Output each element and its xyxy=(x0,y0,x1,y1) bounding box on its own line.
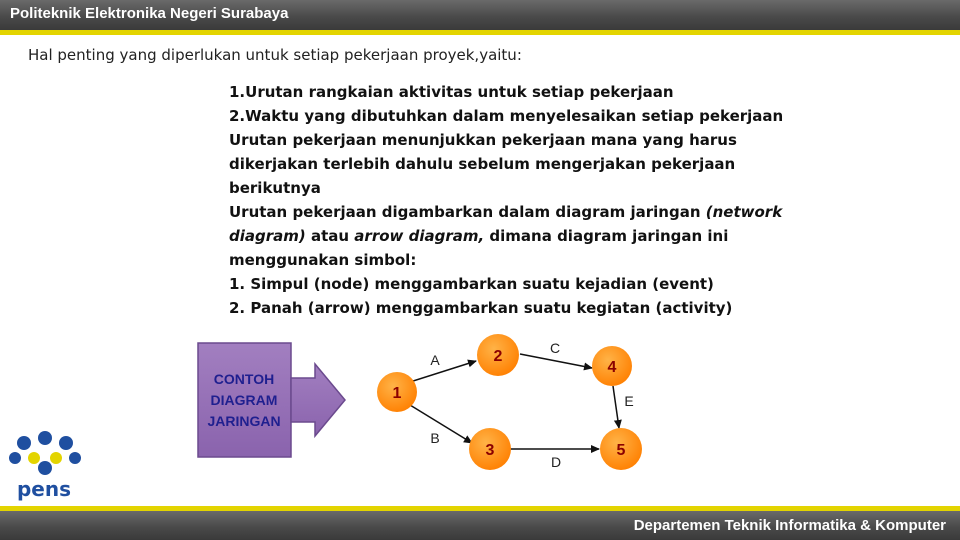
node-3-label: 3 xyxy=(485,442,495,459)
edge-b xyxy=(410,405,472,443)
pens-logo-text: pens xyxy=(16,477,72,501)
node-1-label: 1 xyxy=(392,385,402,402)
activity-label-e: E xyxy=(624,393,634,409)
activity-label-a: A xyxy=(430,352,440,368)
body-line-6b: (network xyxy=(705,203,783,221)
body-line-7d: dimana diagram jaringan ini xyxy=(484,227,729,245)
edge-c xyxy=(520,354,592,368)
body-line-6a: Urutan pekerjaan digambarkan dalam diagram jaringan xyxy=(229,203,706,221)
callout-line-1: CONTOH xyxy=(213,371,275,387)
callout-line-2: DIAGRAM xyxy=(210,392,278,408)
callout-line-3: JARINGAN xyxy=(207,413,281,429)
body-line-9: 1. Simpul (node) menggambarkan suatu kejadian (event) xyxy=(229,275,714,293)
node-2-label: 2 xyxy=(493,348,503,365)
department-title: Departemen Teknik Informatika & Komputer xyxy=(633,517,946,534)
body-line-8: menggunakan simbol: xyxy=(229,251,417,269)
edge-a xyxy=(410,361,476,382)
pens-logo xyxy=(0,428,90,503)
activity-label-c: C xyxy=(549,340,561,356)
body-line-7c: arrow diagram, xyxy=(354,227,485,245)
body-line-3: Urutan pekerjaan menunjukkan pekerjaan mana yang harus xyxy=(229,131,737,149)
body-line-2: 2.Waktu yang dibutuhkan dalam menyelesaikan setiap pekerjaan xyxy=(229,107,784,125)
node-4-label: 4 xyxy=(607,359,617,376)
body-line-10: 2. Panah (arrow) menggambarkan suatu kegiatan (activity) xyxy=(229,299,733,317)
callout-arrow xyxy=(291,364,345,436)
body-line-7b: atau xyxy=(305,227,355,245)
node-5-label: 5 xyxy=(616,442,626,459)
body-line-5: berikutnya xyxy=(229,179,321,197)
body-line-1: 1.Urutan rangkaian aktivitas untuk setiap pekerjaan xyxy=(229,83,674,101)
footer-bar xyxy=(0,511,960,540)
activity-label-d: D xyxy=(550,454,562,470)
intro-text: Hal penting yang diperlukan untuk setiap pekerjaan proyek,yaitu: xyxy=(28,46,522,64)
body-line-7a: diagram) xyxy=(229,227,306,245)
institution-title: Politeknik Elektronika Negeri Surabaya xyxy=(10,5,289,22)
body-line-4: dikerjakan terlebih dahulu sebelum mengerjakan pekerjaan xyxy=(229,155,736,173)
activity-label-b: B xyxy=(430,430,440,446)
edge-e xyxy=(613,386,619,428)
